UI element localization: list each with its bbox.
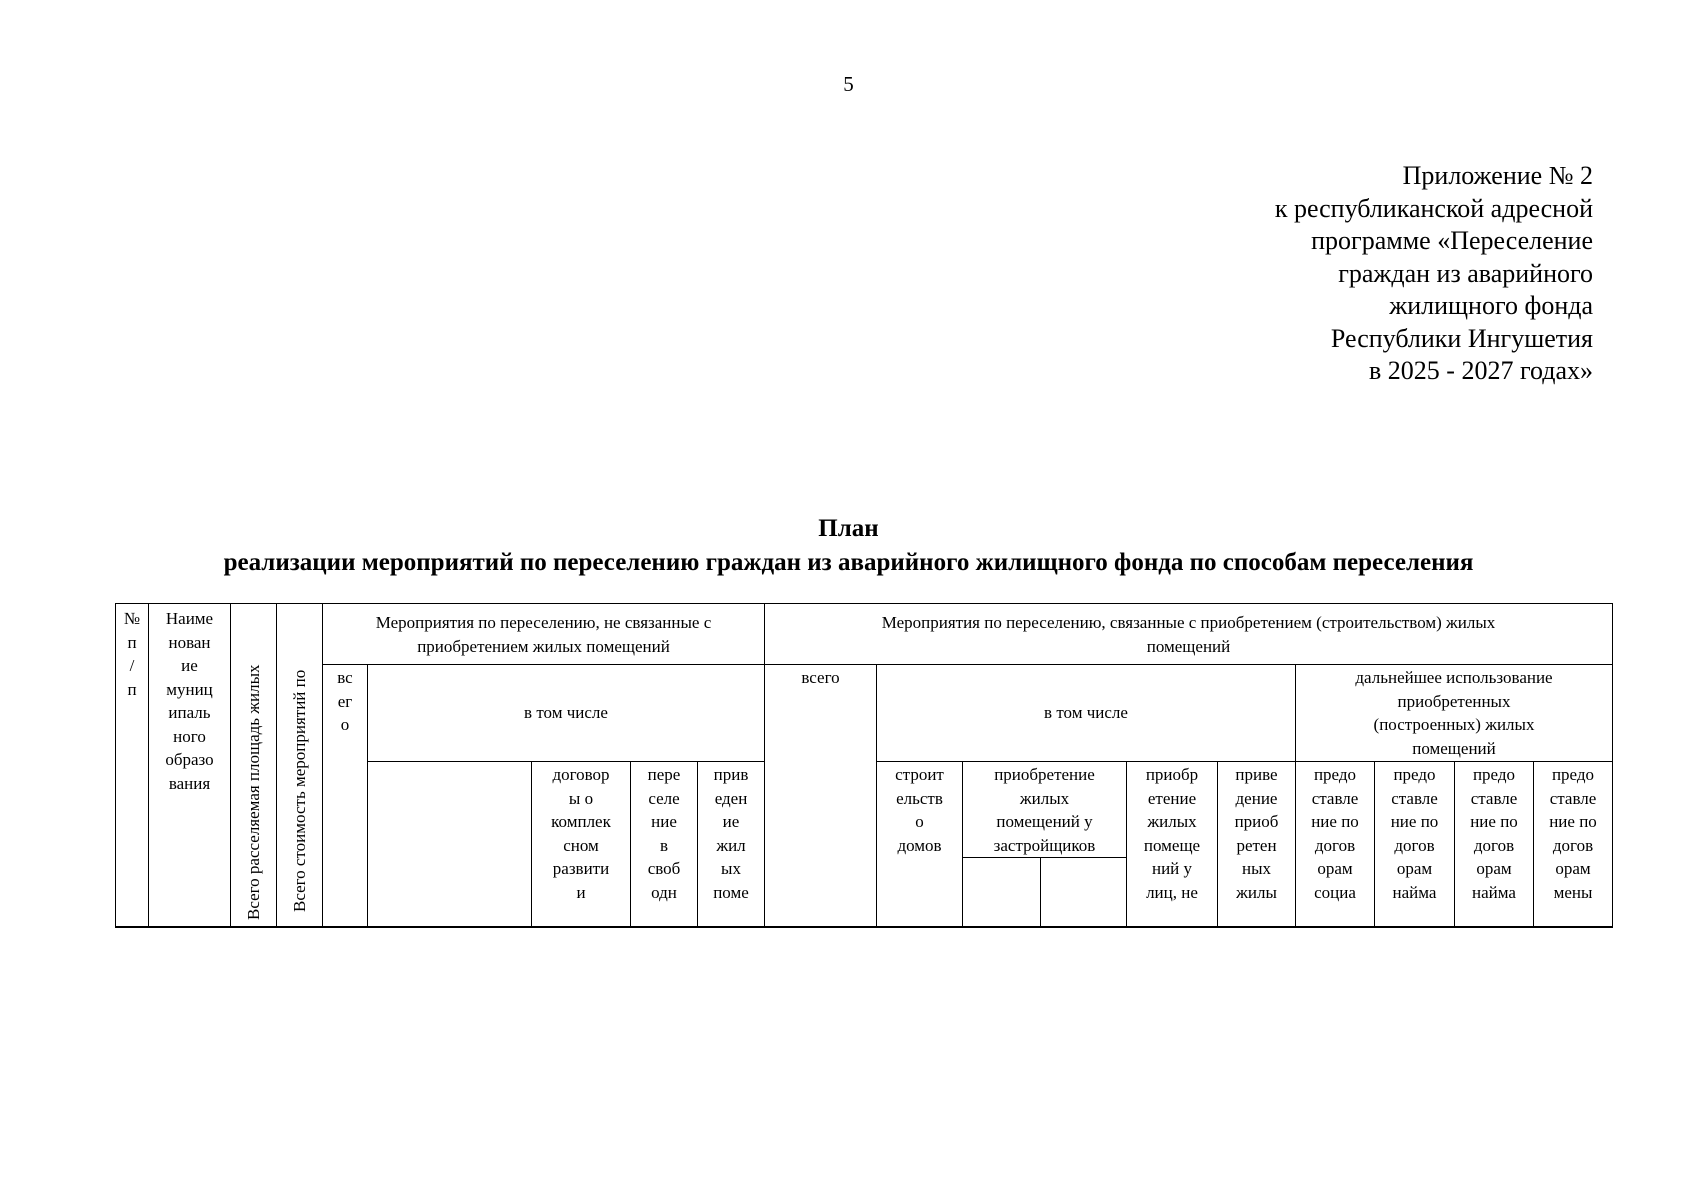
table-border-top: [115, 603, 1613, 604]
header-priobretenie-lic: приобр етение жилых помеще ний у лиц, не: [1143, 765, 1201, 902]
header-total-area: Всего расселяемая площадь жилых: [244, 664, 263, 920]
appendix-line: программе «Переселение: [1311, 226, 1593, 255]
page-number: 5: [843, 72, 854, 96]
header-pereselenie: пере селе ние в своб одн: [647, 765, 681, 902]
header-vsego-short: вс ег о: [337, 668, 353, 734]
header-dogovor: договор ы о комплек сном развити и: [551, 765, 611, 902]
header-pred-naim-2: предо ставле ние по догов орам найма: [1470, 765, 1518, 902]
table-line: [276, 603, 277, 927]
table-line: [367, 761, 765, 762]
header-priobretenie-zastr: приобретение жилых помещений у застройщиков: [993, 765, 1096, 855]
table-border-right: [1612, 603, 1613, 927]
title-line-1: План: [818, 515, 879, 542]
document-title: [0, 512, 1697, 580]
group-related: Мероприятия по переселению, связанные с приобретением (строительством) жилых помещений: [881, 613, 1496, 656]
appendix-line: Республики Ингушетия: [1330, 323, 1593, 353]
header-total-cost: Всего стоимость мероприятий по: [290, 669, 309, 912]
header-vsego: всего: [801, 668, 840, 687]
header-privedenie-priob: приве дение приоб ретен ных жилы: [1234, 765, 1279, 902]
appendix-line: к республиканской адресной: [1274, 193, 1593, 223]
appendix-line: Приложение № 2: [1402, 161, 1593, 190]
table-line: [230, 603, 231, 927]
table-line: [876, 761, 1613, 762]
table-line: [962, 857, 1127, 858]
group-not-related: Мероприятия по переселению, не связанные с приобретением жилых помещений: [375, 613, 712, 656]
header-pred-meny: предо ставле ние по догов орам мены: [1549, 765, 1597, 902]
appendix-line: жилищного фонда: [1389, 291, 1593, 320]
table-line: [322, 664, 1613, 665]
title-line-2: реализации мероприятий по переселению граждан из аварийного жилищного фонда по способам переселения: [223, 549, 1474, 576]
header-privedenie: прив еден ие жил ых поме: [713, 765, 749, 902]
header-further-use: дальнейшее использование приобретенных (построенных) жилых помещений: [1355, 668, 1553, 758]
appendix-block: [1275, 160, 1593, 388]
header-stroitelstvo: строит ельств о домов: [895, 765, 944, 855]
header-in-total-2: в том числе: [1044, 703, 1128, 722]
table-border-bottom: [115, 926, 1613, 928]
table-line: [1040, 857, 1041, 927]
header-num: № п / п: [123, 609, 141, 699]
header-in-total-1: в том числе: [524, 703, 608, 722]
appendix-line: в 2025 - 2027 годах»: [1369, 356, 1593, 385]
header-pred-soc: предо ставле ние по догов орам социа: [1311, 765, 1359, 902]
header-municipality: Наиме нован ие муниц ипаль ного образо вания: [165, 609, 214, 793]
appendix-line: граждан из аварийного: [1338, 258, 1593, 288]
header-pred-naim-1: предо ставле ние по догов орам найма: [1390, 765, 1439, 902]
